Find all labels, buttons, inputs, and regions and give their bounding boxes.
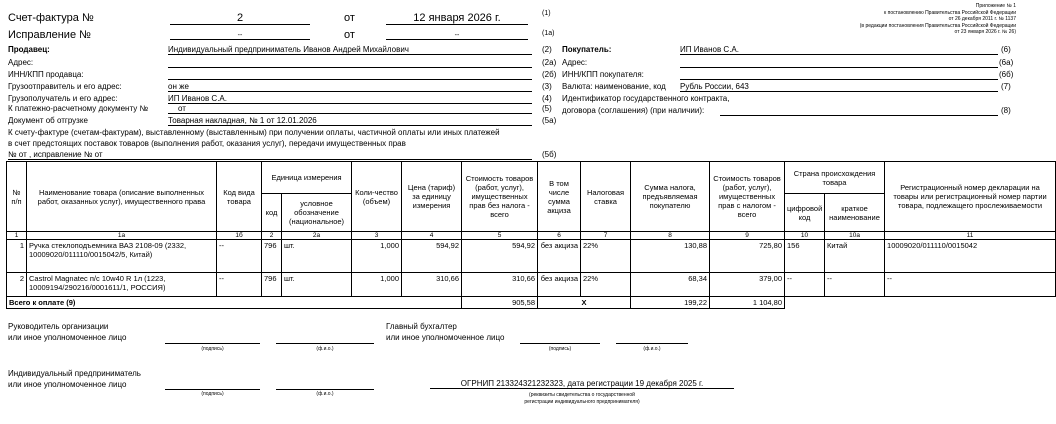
accountant-signature-caption: (подпись) <box>548 346 572 352</box>
prepayment-line-2: в счет предстоящих поставок товаров (выполнения работ, оказания услуг), передачи имущественных прав <box>8 139 406 148</box>
shipment-doc-label: Документ об отгрузке <box>8 116 88 125</box>
row-registration: 10009020/011110/0015042 <box>885 240 1056 273</box>
row-num: 1 <box>7 240 27 273</box>
table-row <box>7 273 1056 297</box>
row-unit-code: 796 <box>262 273 282 297</box>
col-number: 6 <box>538 232 581 240</box>
seller-label: Продавец: <box>8 45 50 54</box>
header-tax-amount: Сумма налога, предъявляемая покупателю <box>631 162 710 232</box>
payment-doc-code: (5) <box>542 104 552 113</box>
row-qty: 1,000 <box>352 240 402 273</box>
invoice-date: 12 января 2026 г. <box>386 12 528 25</box>
consignee-value: ИП Иванов С.А. <box>168 94 532 104</box>
col-number: 2 <box>262 232 282 240</box>
contract-label-1: Идентификатор государственного контракта, <box>562 94 730 103</box>
col-number: 7 <box>581 232 631 240</box>
buyer-address-code: (6а) <box>999 58 1014 67</box>
shipper-value: он же <box>168 82 532 92</box>
header-tax-rate: Налоговая ставка <box>581 162 631 232</box>
seller-inn-code: (2б) <box>542 70 557 79</box>
payment-doc-label: К платежно-расчетному документу № <box>8 104 149 113</box>
total-tax-amount: 199,22 <box>631 297 710 309</box>
col-number: 10а <box>825 232 885 240</box>
payment-doc-value: от <box>168 104 532 114</box>
currency-code: (7) <box>1001 82 1011 91</box>
ip-signature-caption: (подпись) <box>201 391 224 397</box>
seller-name-code: (2) <box>542 45 552 54</box>
correction-label: Исправление № <box>8 29 91 41</box>
header-price: Цена (тариф) за единицу измерения <box>402 162 462 232</box>
col-number: 1а <box>27 232 217 240</box>
prepayment-code: (5б) <box>542 150 557 159</box>
correction-number: -- <box>170 32 310 40</box>
header-num: № п/п <box>7 162 27 232</box>
invoice-number: 2 <box>170 12 310 25</box>
row-country-name: -- <box>825 273 885 297</box>
head-signature-caption: (подпись) <box>201 346 224 352</box>
ip-label-1: Индивидуальный предприниматель <box>8 369 141 378</box>
shipper-label: Грузоотправитель и его адрес: <box>8 82 122 91</box>
col-number: 10 <box>785 232 825 240</box>
header-unit-code: код <box>262 194 282 232</box>
header-registration: Регистрационный номер декларации на товары или регистрационный номер партии товара, подлежащего прослеживаемости <box>885 162 1056 232</box>
header-country-name: краткое наименование <box>825 194 885 232</box>
total-cost-with-tax: 1 104,80 <box>710 297 785 309</box>
buyer-inn-label: ИНН/КПП покупателя: <box>562 70 644 79</box>
row-price: 594,92 <box>402 240 462 273</box>
row-qty: 1,000 <box>352 273 402 297</box>
head-signature-line <box>165 343 260 344</box>
prepayment-line-1: К счету-фактуре (счетам-фактурам), выставленному (выставленным) при получении оплаты, частичной оплаты или иных платежей <box>8 128 500 137</box>
row-country-name: Китай <box>825 240 885 273</box>
header-kind: Код вида товара <box>217 162 262 232</box>
total-cost-without-tax: 905,58 <box>462 297 538 309</box>
buyer-inn-code: (6б) <box>999 70 1014 79</box>
head-name-line <box>276 343 374 344</box>
buyer-name: ИП Иванов С.А. <box>680 45 998 55</box>
invoice-code: (1) <box>542 10 551 17</box>
header-unit: Единица измерения <box>262 162 352 194</box>
seller-inn <box>168 70 532 80</box>
correction-date: -- <box>386 32 528 40</box>
seller-name: Индивидуальный предприниматель Иванов Андрей Михайлович <box>168 45 532 55</box>
buyer-name-code: (6) <box>1001 45 1011 54</box>
buyer-label: Покупатель: <box>562 45 612 54</box>
header-qty: Коли-чество (объем) <box>352 162 402 232</box>
shipment-doc-code: (5а) <box>542 116 557 125</box>
row-unit: шт. <box>282 273 352 297</box>
row-cost-with-tax: 379,00 <box>710 273 785 297</box>
accountant-name-line <box>616 343 688 344</box>
col-number: 1б <box>217 232 262 240</box>
row-excise: без акциза <box>538 273 581 297</box>
total-empty <box>785 297 1056 309</box>
header-name: Наименование товара (описание выполненных работ, оказанных услуг), имущественного права <box>27 162 217 232</box>
row-unit-code: 796 <box>262 240 282 273</box>
shipment-doc-value: Товарная накладная, № 1 от 12.01.2026 <box>168 116 532 126</box>
head-label-1: Руководитель организации <box>8 322 109 331</box>
accountant-signature-line <box>520 343 600 344</box>
row-cost-without-tax: 594,92 <box>462 240 538 273</box>
ogrnip-value: ОГРНИП 213324321232323, дата регистрации 19 декабря 2025 г. <box>430 379 734 389</box>
header-country: Страна происхождения товара <box>785 162 885 194</box>
row-num: 2 <box>7 273 27 297</box>
prepayment-line-3: № от , исправление № от <box>8 150 532 160</box>
col-number: 4 <box>402 232 462 240</box>
appendix-note: Приложение № 1 к постановлению Правительства Российской Федерации от 26 декабря 2011 г. № 1137 (в редакции постановления Правительства Российской Федерации от 23 января 2026 г. № 26) <box>859 3 1016 35</box>
goods-table <box>6 161 1056 309</box>
buyer-inn <box>680 70 998 80</box>
shipper-code: (3) <box>542 82 552 91</box>
total-label: Всего к оплате (9) <box>7 297 462 309</box>
buyer-address-label: Адрес: <box>562 58 588 67</box>
ip-name-caption: (ф.и.о.) <box>316 391 334 397</box>
row-kind: -- <box>217 240 262 273</box>
correction-code: (1а) <box>542 30 555 37</box>
col-number: 8 <box>631 232 710 240</box>
buyer-address <box>680 58 998 68</box>
col-number: 11 <box>885 232 1056 240</box>
row-tax-amount: 130,88 <box>631 240 710 273</box>
currency-label: Валюта: наименование, код <box>562 82 666 91</box>
accountant-label-2: или иное уполномоченное лицо <box>386 333 505 342</box>
row-tax-rate: 22% <box>581 273 631 297</box>
header-cost-without-tax: Стоимость товаров (работ, услуг), имущественных прав без налога - всего <box>462 162 538 232</box>
consignee-label: Грузополучатель и его адрес: <box>8 94 118 103</box>
row-registration: -- <box>885 273 1056 297</box>
col-number: 3 <box>352 232 402 240</box>
seller-inn-label: ИНН/КПП продавца: <box>8 70 84 79</box>
row-tax-amount: 68,34 <box>631 273 710 297</box>
row-price: 310,66 <box>402 273 462 297</box>
seller-address <box>168 58 532 68</box>
accountant-name-caption: (ф.и.о.) <box>643 346 661 352</box>
contract-label-2: договора (соглашения) (при наличии): <box>562 106 705 115</box>
ip-label-2: или иное уполномоченное лицо <box>8 380 127 389</box>
row-country-code: 156 <box>785 240 825 273</box>
head-name-caption: (ф.и.о.) <box>316 346 334 352</box>
seller-address-code: (2а) <box>542 58 557 67</box>
header-excise: В том числе сумма акциза <box>538 162 581 232</box>
header-unit-symbol: условное обозначение (национальное) <box>282 194 352 232</box>
col-number: 2а <box>282 232 352 240</box>
table-row <box>7 240 1056 273</box>
row-cost-without-tax: 310,66 <box>462 273 538 297</box>
row-excise: без акциза <box>538 240 581 273</box>
correction-from: от <box>344 29 355 41</box>
head-label-2: или иное уполномоченное лицо <box>8 333 127 342</box>
contract-code: (8) <box>1001 106 1011 115</box>
invoice-from: от <box>344 12 355 24</box>
total-row <box>7 297 1056 309</box>
invoice-label: Счет-фактура № <box>8 12 94 24</box>
row-cost-with-tax: 725,80 <box>710 240 785 273</box>
row-kind: -- <box>217 273 262 297</box>
header-cost-with-tax: Стоимость товаров (работ, услуг), имущественных прав с налогом - всего <box>710 162 785 232</box>
col-number: 1 <box>7 232 27 240</box>
seller-address-label: Адрес: <box>8 58 34 67</box>
header-country-code: цифровой код <box>785 194 825 232</box>
row-name: Castrol Magnatec п/с 10w40 R 1л (1223, 10009194/290216/0001611/1, РОССИЯ) <box>27 273 217 297</box>
accountant-label-1: Главный бухгалтер <box>386 322 457 331</box>
ip-signature-line <box>165 389 260 390</box>
consignee-code: (4) <box>542 94 552 103</box>
row-name: Ручка стеклоподъемника ВАЗ 2108-09 (2332, 10009020/011110/0015042/5, Китай) <box>27 240 217 273</box>
currency-value: Рубль России, 643 <box>680 82 998 92</box>
total-excise: Х <box>538 297 631 309</box>
ogrnip-caption: (реквизиты свидетельства о государственной регистрации индивидуального предпринимателя) <box>524 392 640 405</box>
row-tax-rate: 22% <box>581 240 631 273</box>
col-number: 9 <box>710 232 785 240</box>
row-country-code: -- <box>785 273 825 297</box>
row-unit: шт. <box>282 240 352 273</box>
contract-value <box>720 106 998 116</box>
col-number: 5 <box>462 232 538 240</box>
ip-name-line <box>276 389 374 390</box>
